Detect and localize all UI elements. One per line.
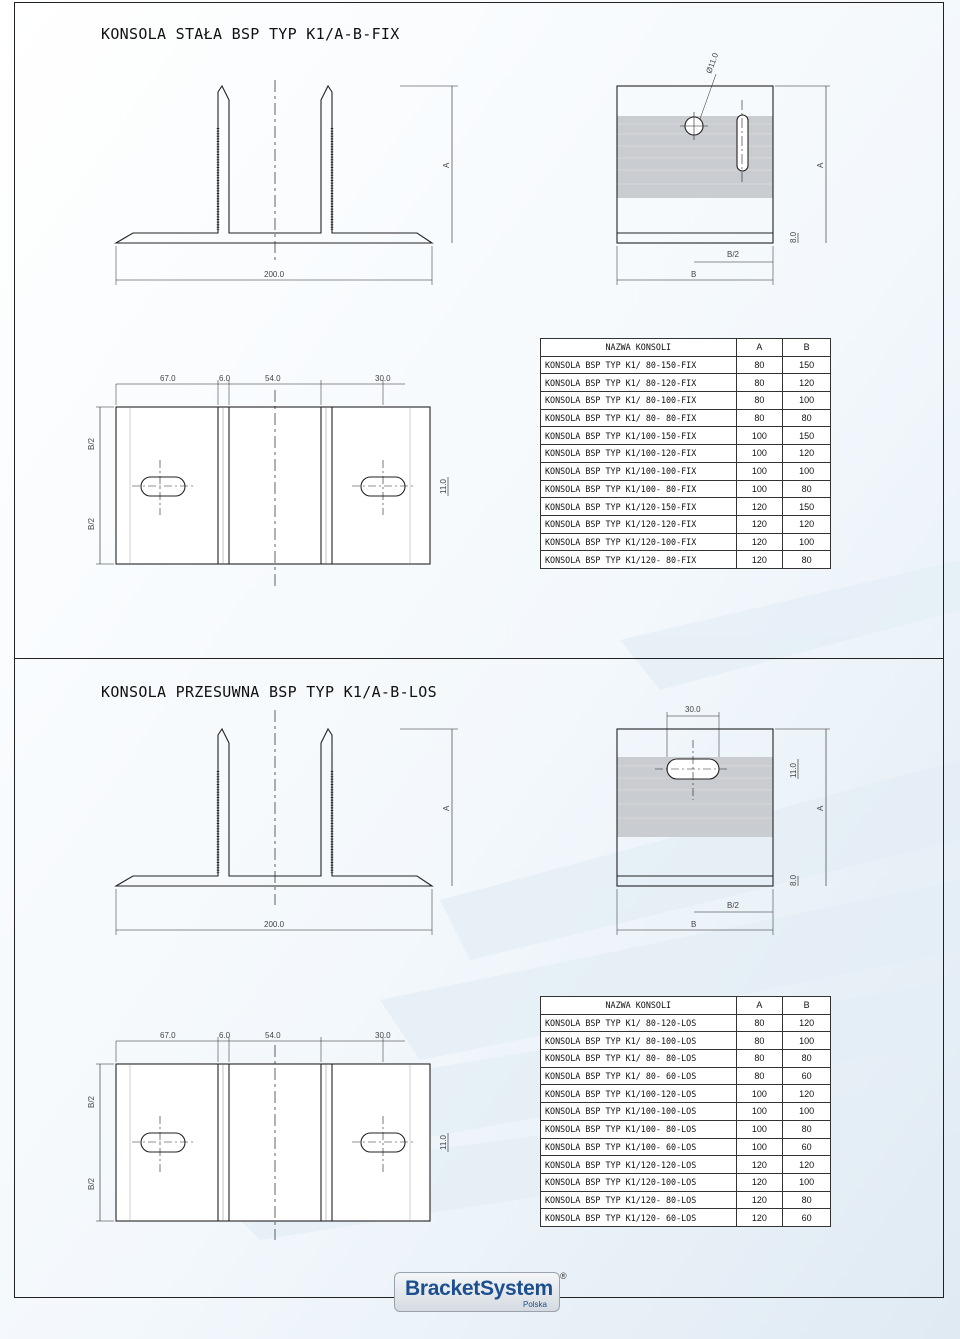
dim-a-side: A (442, 162, 451, 168)
cell-b: 60 (783, 1209, 831, 1227)
cell-name: KONSOLA BSP TYP K1/100-120-LOS (541, 1085, 737, 1103)
table-row (541, 1191, 831, 1209)
cell-b: 150 (783, 498, 831, 516)
cell-b: 80 (783, 409, 831, 427)
cell-b: 80 (783, 1050, 831, 1068)
cell-b: 150 (783, 356, 831, 374)
table-row (541, 1156, 831, 1174)
cell-a: 120 (736, 1156, 783, 1174)
cell-a: 120 (736, 515, 783, 533)
cell-name: KONSOLA BSP TYP K1/120-100-FIX (541, 533, 737, 551)
los-dim-a-front: A (816, 805, 825, 811)
los-dim-a-side: A (442, 805, 451, 811)
header-a: A (736, 339, 783, 357)
table-row (541, 445, 831, 463)
cell-name: KONSOLA BSP TYP K1/ 80- 60-LOS (541, 1067, 737, 1085)
los-dim-b: B (691, 920, 697, 929)
cell-name: KONSOLA BSP TYP K1/120-100-LOS (541, 1173, 737, 1191)
header-b: B (783, 997, 831, 1015)
table-row (541, 1138, 831, 1156)
cell-a: 120 (736, 533, 783, 551)
dim-b-half-top: B/2 (87, 437, 96, 450)
cell-b: 100 (783, 392, 831, 410)
cell-name: KONSOLA BSP TYP K1/120- 60-LOS (541, 1209, 737, 1227)
cell-name: KONSOLA BSP TYP K1/120-120-LOS (541, 1156, 737, 1174)
cell-b: 80 (783, 1191, 831, 1209)
table-row (541, 551, 831, 569)
los-dim-30: 30.0 (685, 705, 701, 714)
header-name: NAZWA KONSOLI (541, 997, 737, 1015)
cell-a: 100 (736, 1120, 783, 1138)
cell-a: 80 (736, 1014, 783, 1032)
title-fix: KONSOLA STAŁA BSP TYP K1/A-B-FIX (101, 25, 400, 43)
los-dim-11-top: 11.0 (439, 1135, 448, 1150)
table-row (541, 498, 831, 516)
cell-name: KONSOLA BSP TYP K1/120- 80-LOS (541, 1191, 737, 1209)
table-row (541, 1014, 831, 1032)
title-los: KONSOLA PRZESUWNA BSP TYP K1/A-B-LOS (101, 683, 437, 701)
cell-b: 100 (783, 1032, 831, 1050)
cell-a: 100 (736, 1138, 783, 1156)
cell-b: 100 (783, 462, 831, 480)
dim-200: 200.0 (264, 270, 285, 279)
cell-name: KONSOLA BSP TYP K1/100- 60-LOS (541, 1138, 737, 1156)
table-row (541, 1209, 831, 1227)
cell-a: 80 (736, 1067, 783, 1085)
dim-b: B (691, 270, 697, 279)
cell-b: 80 (783, 480, 831, 498)
table-row (541, 427, 831, 445)
cell-name: KONSOLA BSP TYP K1/ 80-100-LOS (541, 1032, 737, 1050)
cell-a: 100 (736, 462, 783, 480)
cell-name: KONSOLA BSP TYP K1/ 80- 80-LOS (541, 1050, 737, 1068)
los-table (540, 996, 831, 1227)
los-dim-54: 54.0 (265, 1031, 281, 1040)
cell-b: 120 (783, 515, 831, 533)
cell-a: 120 (736, 1173, 783, 1191)
logo-subtext: Polska (522, 1300, 547, 1309)
table-row (541, 480, 831, 498)
dim-54: 54.0 (265, 374, 281, 383)
los-dim-b-half-bottom: B/2 (87, 1177, 96, 1190)
los-front-view (617, 712, 830, 935)
cell-name: KONSOLA BSP TYP K1/ 80- 80-FIX (541, 409, 737, 427)
dim-30: 30.0 (375, 374, 391, 383)
fix-table (540, 338, 831, 569)
cell-a: 100 (736, 427, 783, 445)
cell-name: KONSOLA BSP TYP K1/ 80-150-FIX (541, 356, 737, 374)
los-dim-b-half-top: B/2 (87, 1095, 96, 1108)
cell-b: 120 (783, 374, 831, 392)
cell-b: 100 (783, 533, 831, 551)
dim-8: 8.0 (789, 231, 798, 243)
table-row (541, 1050, 831, 1068)
dim-11: 11.0 (439, 479, 448, 494)
table-row (541, 515, 831, 533)
cell-b: 100 (783, 1173, 831, 1191)
los-side-view (116, 710, 458, 935)
cell-a: 80 (736, 392, 783, 410)
cell-b: 80 (783, 1120, 831, 1138)
cell-b: 100 (783, 1103, 831, 1121)
cell-b: 60 (783, 1067, 831, 1085)
cell-name: KONSOLA BSP TYP K1/100-100-FIX (541, 462, 737, 480)
cell-b: 80 (783, 551, 831, 569)
cell-a: 80 (736, 374, 783, 392)
los-dim-b-half: B/2 (727, 901, 740, 910)
cell-name: KONSOLA BSP TYP K1/100-150-FIX (541, 427, 737, 445)
header-b: B (783, 339, 831, 357)
table-row (541, 356, 831, 374)
cell-a: 100 (736, 480, 783, 498)
cell-name: KONSOLA BSP TYP K1/120-120-FIX (541, 515, 737, 533)
table-row (541, 1173, 831, 1191)
bracketsystem-logo (394, 1272, 560, 1312)
header-name: NAZWA KONSOLI (541, 339, 737, 357)
los-top-view (96, 1037, 448, 1240)
dim-hole: Ø11.0 (704, 51, 721, 75)
cell-name: KONSOLA BSP TYP K1/120-150-FIX (541, 498, 737, 516)
cell-name: KONSOLA BSP TYP K1/ 80-120-LOS (541, 1014, 737, 1032)
table-row (541, 374, 831, 392)
cell-a: 100 (736, 445, 783, 463)
cell-name: KONSOLA BSP TYP K1/100-100-LOS (541, 1103, 737, 1121)
cell-b: 120 (783, 1156, 831, 1174)
cell-a: 100 (736, 1085, 783, 1103)
cell-a: 120 (736, 1209, 783, 1227)
dim-6: 6.0 (219, 374, 231, 383)
cell-name: KONSOLA BSP TYP K1/120- 80-FIX (541, 551, 737, 569)
cell-name: KONSOLA BSP TYP K1/ 80-100-FIX (541, 392, 737, 410)
los-dim-200: 200.0 (264, 920, 285, 929)
logo-text: BracketSystem (405, 1277, 553, 1300)
cell-a: 80 (736, 1032, 783, 1050)
cell-b: 60 (783, 1138, 831, 1156)
table-row (541, 533, 831, 551)
registered-mark: ® (560, 1271, 567, 1281)
los-table-header (541, 997, 831, 1015)
cell-name: KONSOLA BSP TYP K1/ 80-120-FIX (541, 374, 737, 392)
table-row (541, 1032, 831, 1050)
fix-table-header (541, 339, 831, 357)
dim-b-half: B/2 (727, 250, 740, 259)
cell-name: KONSOLA BSP TYP K1/100- 80-FIX (541, 480, 737, 498)
table-row (541, 409, 831, 427)
table-row (541, 392, 831, 410)
table-row (541, 1120, 831, 1138)
cell-name: KONSOLA BSP TYP K1/100- 80-LOS (541, 1120, 737, 1138)
los-dim-11: 11.0 (789, 763, 798, 778)
dim-a-front: A (816, 162, 825, 168)
los-dim-6: 6.0 (219, 1031, 231, 1040)
cell-name: KONSOLA BSP TYP K1/100-120-FIX (541, 445, 737, 463)
los-dim-67: 67.0 (160, 1031, 176, 1040)
cell-b: 120 (783, 445, 831, 463)
los-dim-8: 8.0 (789, 874, 798, 886)
los-dim-30-top: 30.0 (375, 1031, 391, 1040)
cell-a: 120 (736, 1191, 783, 1209)
table-row (541, 462, 831, 480)
table-row (541, 1067, 831, 1085)
cell-b: 120 (783, 1014, 831, 1032)
table-row (541, 1103, 831, 1121)
header-a: A (736, 997, 783, 1015)
cell-a: 100 (736, 1103, 783, 1121)
cell-a: 80 (736, 356, 783, 374)
cell-a: 120 (736, 498, 783, 516)
cell-a: 120 (736, 551, 783, 569)
cell-a: 80 (736, 1050, 783, 1068)
dim-67: 67.0 (160, 374, 176, 383)
dim-b-half-bottom: B/2 (87, 517, 96, 530)
cell-a: 80 (736, 409, 783, 427)
table-row (541, 1085, 831, 1103)
cell-b: 120 (783, 1085, 831, 1103)
cell-b: 150 (783, 427, 831, 445)
